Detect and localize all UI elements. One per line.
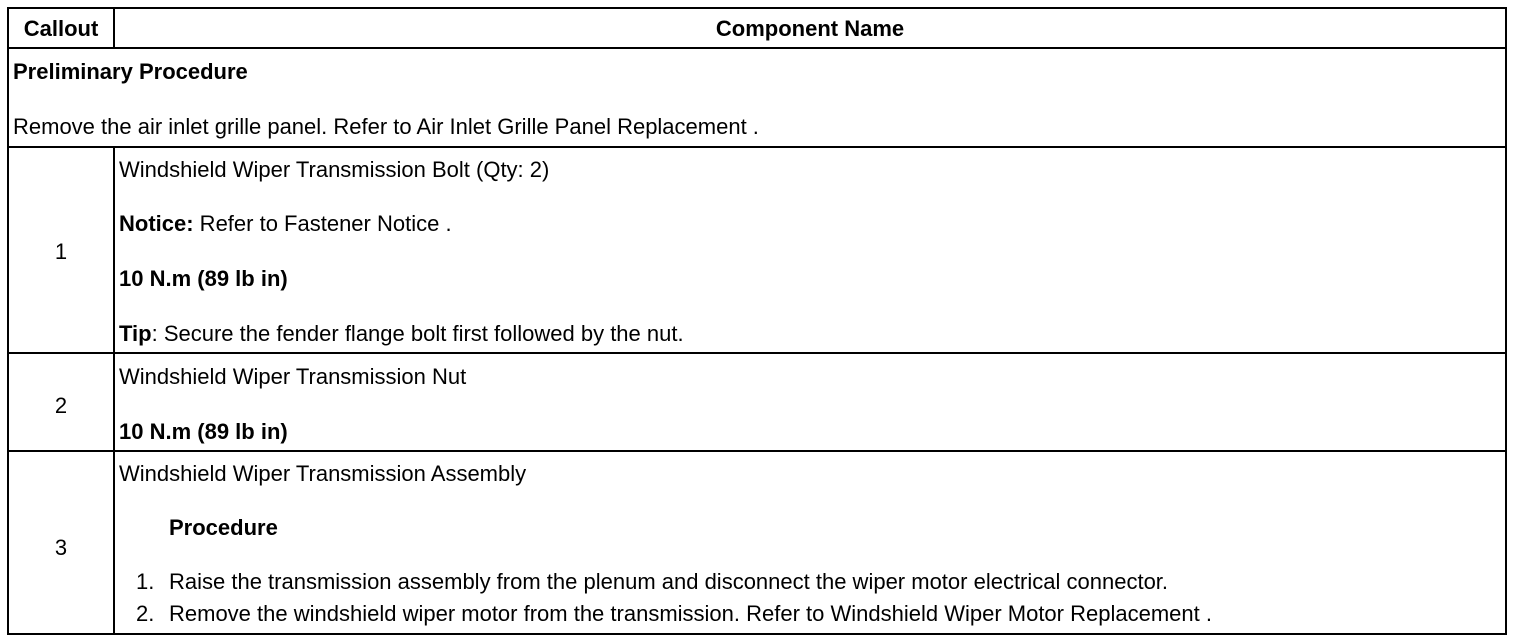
step-text: Remove the windshield wiper motor from the transmission. Refer to Windshield Wiper Motor Replacement . xyxy=(169,601,1212,626)
column-divider xyxy=(113,146,115,633)
tip-line xyxy=(119,321,684,347)
step-number: 1. xyxy=(136,569,155,594)
preliminary-text: Remove the air inlet grille panel. Refer to Air Inlet Grille Panel Replacement . xyxy=(13,114,759,139)
step-number: 2. xyxy=(136,601,155,626)
divider xyxy=(9,352,1505,354)
torque-spec: 10 N.m (89 lb in) xyxy=(119,266,288,291)
step-text: Raise the transmission assembly from the plenum and disconnect the wiper motor electrical connector. xyxy=(169,569,1169,594)
header-callout: Callout xyxy=(23,16,99,41)
notice-line xyxy=(119,211,452,237)
torque-spec: 10 N.m (89 lb in) xyxy=(119,419,288,444)
divider xyxy=(9,146,1505,148)
component-name: Windshield Wiper Transmission Nut xyxy=(119,364,467,389)
callout-number: 2 xyxy=(54,393,68,418)
tip-label: Tip xyxy=(119,321,152,346)
component-name: Windshield Wiper Transmission Bolt (Qty: 2) xyxy=(119,157,550,182)
notice-text: Refer to Fastener Notice . xyxy=(193,211,452,236)
header-component-name: Component Name xyxy=(715,16,905,41)
divider xyxy=(9,47,1505,49)
divider xyxy=(9,450,1505,452)
column-divider xyxy=(113,9,115,49)
preliminary-heading: Preliminary Procedure xyxy=(13,59,248,84)
component-table xyxy=(7,7,1507,635)
callout-number: 1 xyxy=(54,239,68,264)
callout-number: 3 xyxy=(54,535,68,560)
procedure-heading: Procedure xyxy=(169,515,278,540)
notice-label: Notice: xyxy=(119,211,194,236)
component-name: Windshield Wiper Transmission Assembly xyxy=(119,461,527,486)
tip-text: : Secure the fender flange bolt first followed by the nut. xyxy=(151,321,684,346)
